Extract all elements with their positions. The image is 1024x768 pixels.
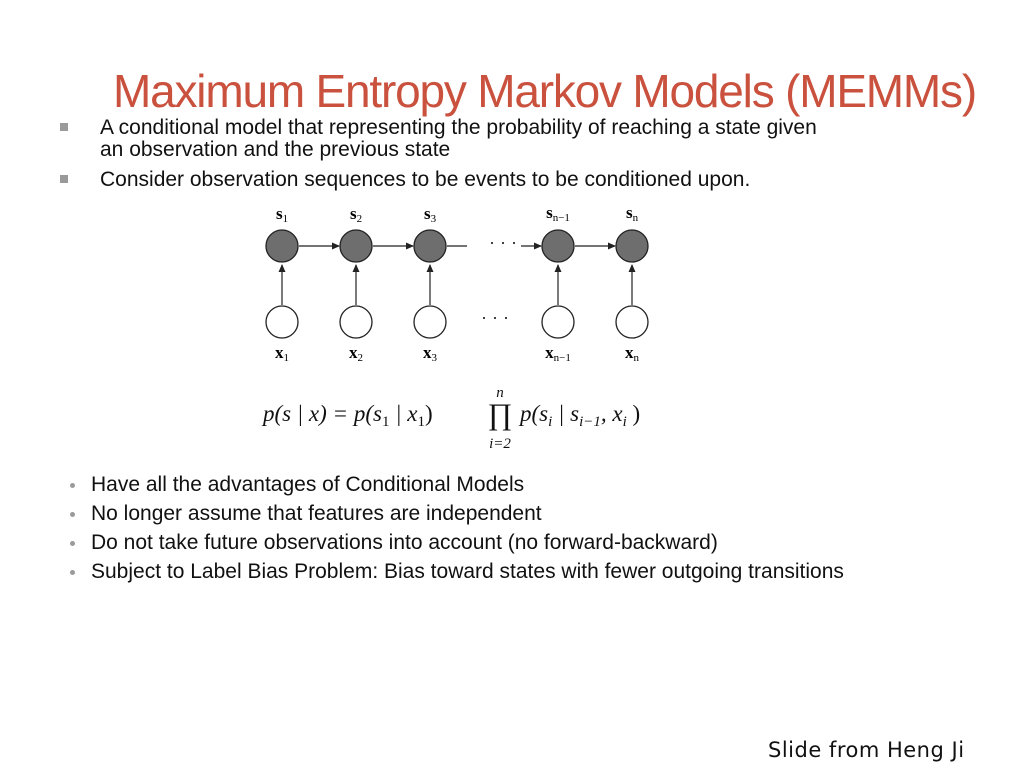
state-node bbox=[542, 230, 574, 262]
dot-bullet-icon bbox=[70, 570, 75, 575]
dot-bullet-icon bbox=[70, 512, 75, 517]
observation-label: x1 bbox=[275, 343, 289, 364]
bullet-text-line: an observation and the previous state bbox=[100, 138, 451, 161]
observation-node bbox=[542, 306, 574, 338]
state-label: sn bbox=[625, 203, 639, 224]
bullet-text: Have all the advantages of Conditional Models bbox=[91, 473, 525, 496]
state-label: s3 bbox=[423, 204, 437, 225]
observation-node bbox=[616, 306, 648, 338]
formula-rhs: $p(s_i$ | $s_{i-1}$, $x_i$ ) bbox=[520, 401, 641, 430]
bullet-text: Do not take future observations into account (no forward-backward) bbox=[91, 531, 718, 554]
bullet-text-line: A conditional model that representing the probability of reaching a state given bbox=[100, 116, 817, 139]
state-label: s1 bbox=[275, 204, 289, 225]
observation-label: xn bbox=[625, 343, 639, 364]
dot-bullet-icon bbox=[70, 541, 75, 546]
observation-node bbox=[266, 306, 298, 338]
bullet-text: No longer assume that features are independent bbox=[91, 502, 542, 525]
formula-lhs: p(s | $x) = p(s_1$ | $x_1$) bbox=[263, 401, 433, 430]
product-symbol: ∏ bbox=[487, 398, 513, 431]
observation-label: x3 bbox=[423, 343, 437, 364]
observation-label: x2 bbox=[349, 343, 363, 364]
memm-graphical-model-diagram bbox=[255, 196, 655, 371]
product-upper-limit: n bbox=[496, 385, 504, 401]
observation-label: xn−1 bbox=[545, 343, 571, 364]
slide-title: Maximum Entropy Markov Models (MEMMs) bbox=[113, 65, 976, 117]
dot-bullet-icon bbox=[70, 483, 75, 488]
observation-node bbox=[340, 306, 372, 338]
state-label: sn−1 bbox=[546, 203, 570, 224]
bullet-text: Subject to Label Bias Problem: Bias toward states with fewer outgoing transitions bbox=[91, 560, 844, 583]
state-node bbox=[414, 230, 446, 262]
state-node bbox=[340, 230, 372, 262]
state-label: s2 bbox=[349, 204, 363, 225]
observation-node bbox=[414, 306, 446, 338]
bullet-text-line: Consider observation sequences to be events to be conditioned upon. bbox=[100, 168, 751, 191]
memm-probability-formula bbox=[255, 380, 715, 455]
observation-ellipsis: · · · bbox=[481, 307, 509, 327]
state-node bbox=[266, 230, 298, 262]
state-ellipsis: · · · bbox=[489, 232, 517, 252]
square-bullet-icon bbox=[60, 123, 68, 131]
product-lower-limit: i=2 bbox=[489, 436, 511, 452]
square-bullet-icon bbox=[60, 175, 68, 183]
state-node bbox=[616, 230, 648, 262]
slide-credit: Slide from Heng Ji bbox=[768, 738, 965, 762]
